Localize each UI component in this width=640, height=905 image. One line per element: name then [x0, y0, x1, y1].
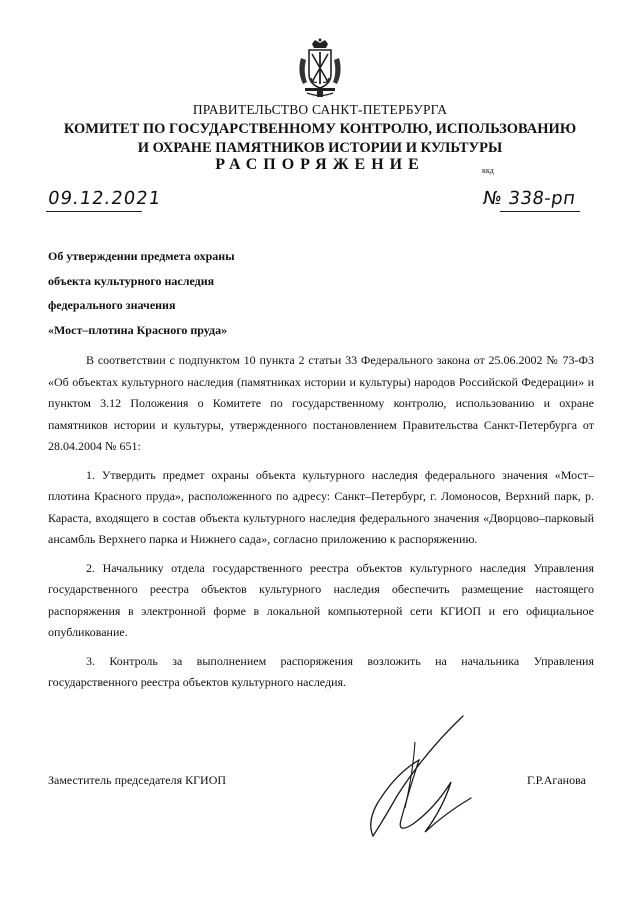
st-petersburg-coat-of-arms-icon [295, 38, 345, 100]
committee-name [0, 120, 640, 158]
handwritten-signature [355, 712, 485, 842]
subject-line: «Мост–плотина Красного пруда» [48, 322, 228, 337]
order-item-2: 2. Начальнику отдела государственного реестра объектов культурного наследия Управления государственного реестра объектов культурного наследия обеспечить размещение настоящего распоряжения в электронной форме в локальной компьютерной сети КГИОП и его официальное опубликование. [48, 560, 594, 639]
signatory-title: Заместитель председателя КГИОП [48, 773, 227, 787]
committee-name-line-2: И ОХРАНЕ ПАМЯТНИКОВ ИСТОРИИ И КУЛЬТУРЫ [137, 140, 503, 156]
document-type-title: РАСПОРЯЖЕНИЕ [215, 156, 425, 173]
subject-line: объекта культурного наследия [48, 273, 215, 288]
committee-name-line-1: КОМИТЕТ ПО ГОСУДАРСТВЕННОМУ КОНТРОЛЮ, ИСПОЛЬЗОВАНИЮ [63, 121, 577, 137]
subject-line: Об утверждении предмета охраны [48, 249, 235, 263]
subject-line: федерального значения [48, 298, 176, 312]
place-mark: ккд [482, 166, 494, 175]
number-underline [500, 211, 580, 212]
document-body [48, 350, 594, 694]
order-item-1: 1. Утвердить предмет охраны объекта культурного наследия федерального значения «Мост–плотина Красного пруда», расположенного по адресу: Санкт–Петербург, г. Ломоносов, Верхний парк, р. Караста, входящего в состав объекта культурного наследия федерального значения «Дворцово–парковый ансамбль Верхнего парка и Нижнего сада», согласно приложению к распоряжению. [48, 467, 594, 546]
order-item-3: 3. Контроль за выполнением распоряжения возложить на начальника Управления государственного реестра объектов культурного наследия. [48, 653, 594, 689]
date-underline [46, 211, 142, 212]
preamble-paragraph: В соответствии с подпунктом 10 пункта 2 статьи 33 Федерального закона от 25.06.2002 № 73-ФЗ «Об объектах культурного наследия (памятниках истории и культуры) народов Российской Федерации» и пунктом 3.12 Положения о Комитете по государственному контролю, использованию и охране памятников истории и культуры, утвержденного постановлением Правительства Санкт-Петербурга от 28.04.2004 № 651: [48, 353, 594, 453]
document-number: № 338-рп [481, 188, 577, 209]
government-name: ПРАВИТЕЛЬСТВО САНКТ-ПЕТЕРБУРГА [192, 102, 448, 117]
document-date: 09.12.2021 [46, 188, 163, 209]
signatory-name: Г.Р.Аганова [527, 773, 586, 787]
document-subject [48, 244, 235, 342]
